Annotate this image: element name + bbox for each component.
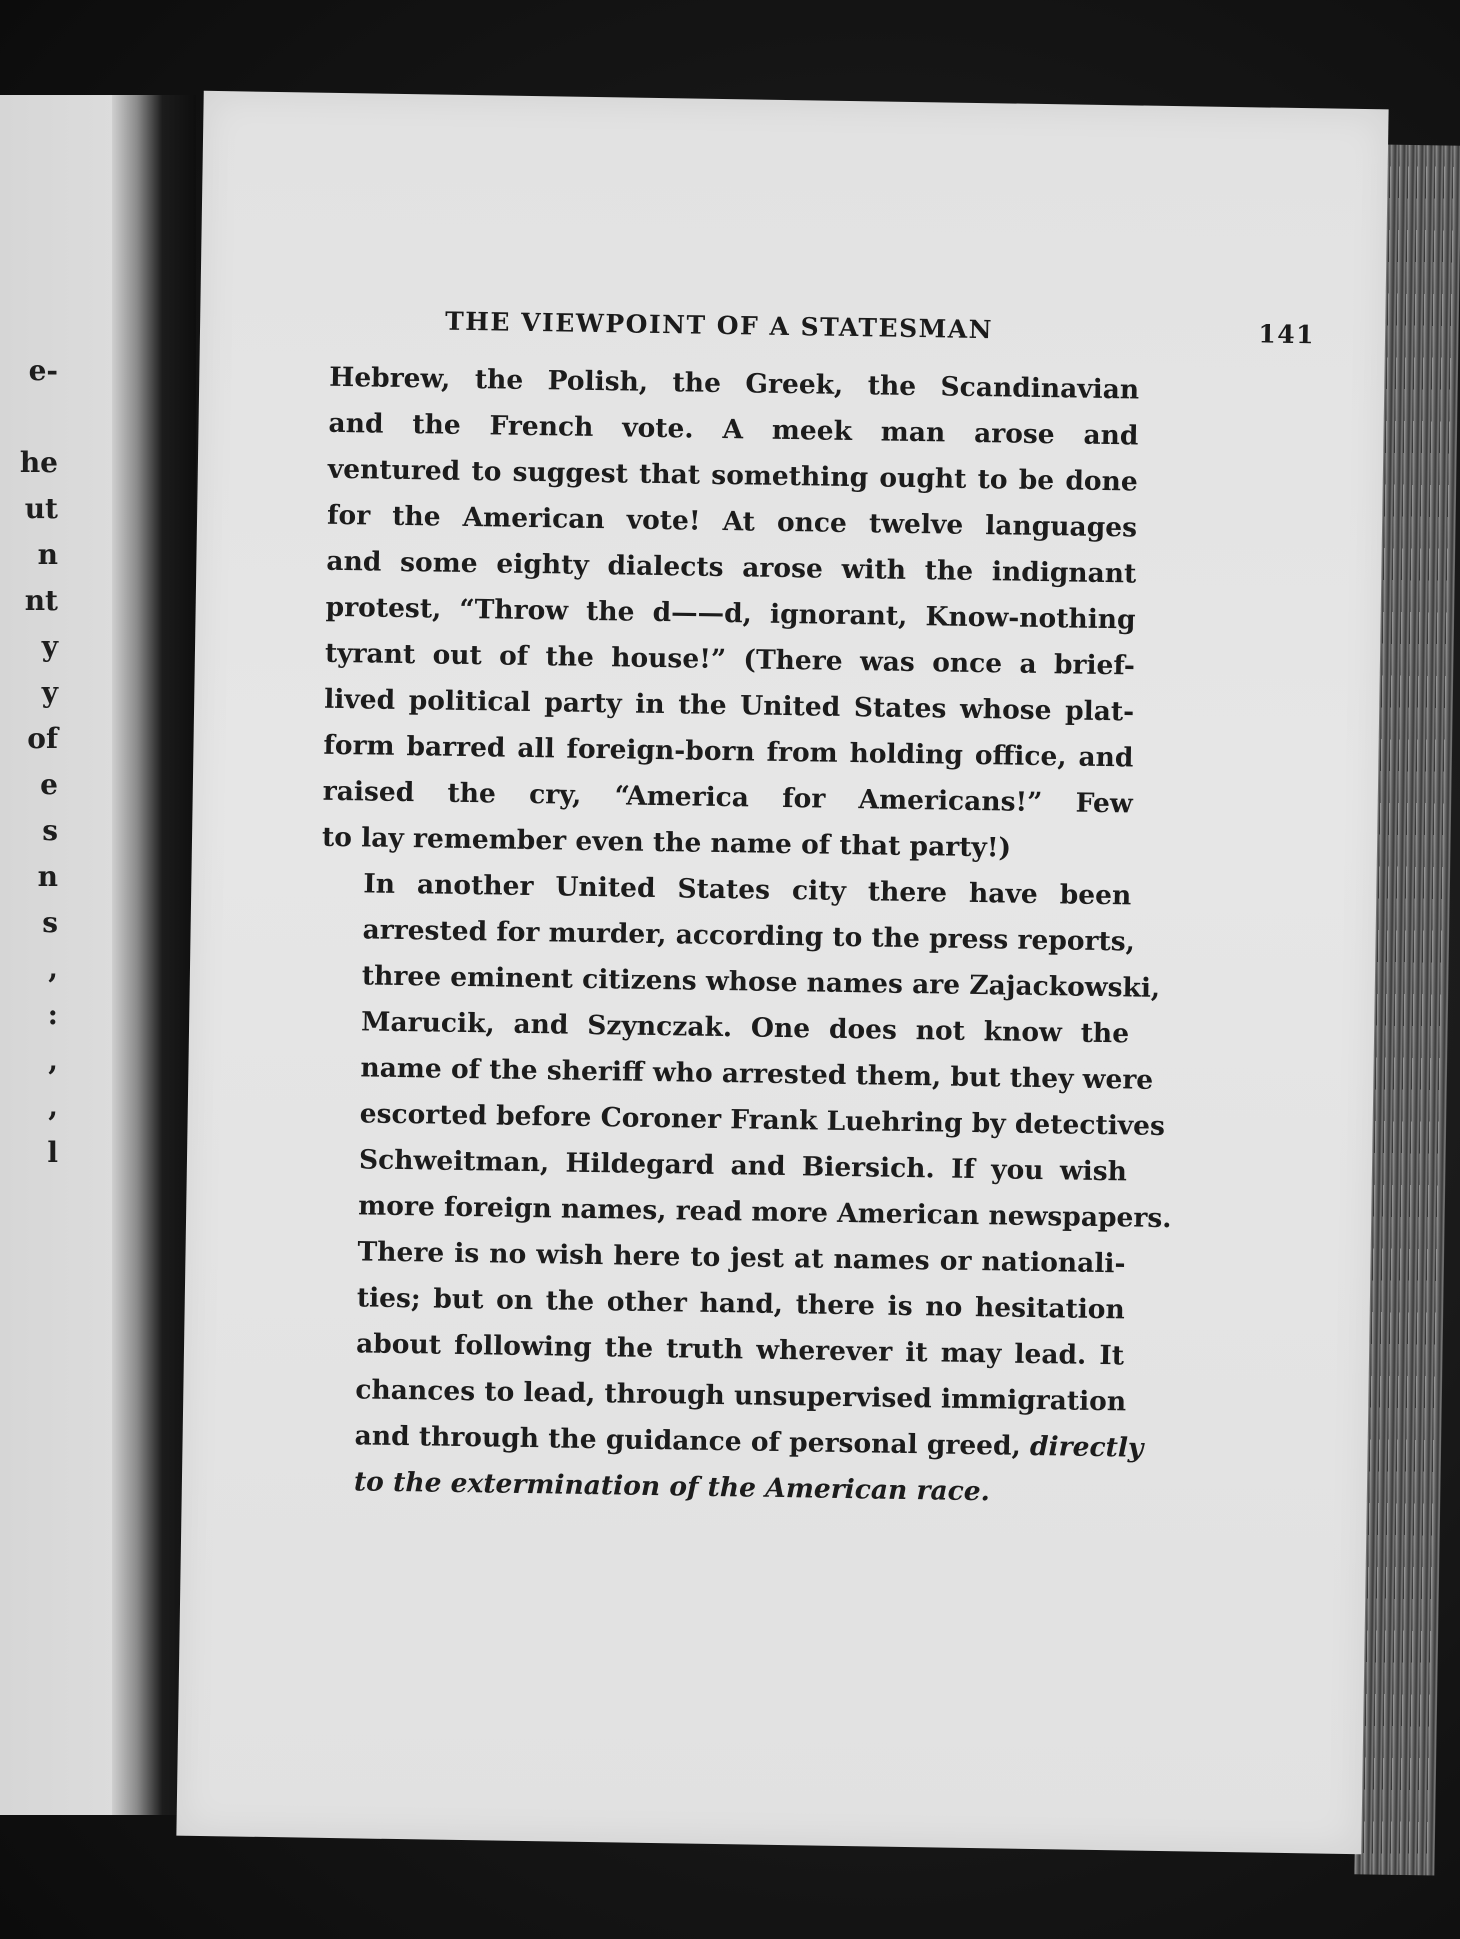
text-line: and some eighty dialects arose with the indignant: [326, 545, 1137, 590]
italic-text-line: to the extermination of the American race.: [353, 1466, 991, 1508]
text-line: and the French vote. A meek man arose and: [328, 407, 1139, 452]
left-page-fragment: y: [41, 676, 58, 709]
running-head-title: THE VIEWPOINT OF A STATESMAN: [444, 306, 994, 345]
left-page-fragment: s: [42, 906, 58, 939]
paragraph-3: [312, 1229, 1144, 1518]
left-page-fragment: [0, 394, 70, 440]
text-line: raised the cry, “America for Americans!” Few: [322, 775, 1133, 820]
left-page-fragment: of: [27, 722, 58, 755]
left-page-fragment: nt: [24, 584, 58, 617]
left-page-fragment: [0, 1222, 70, 1268]
left-page-fragment: ,: [48, 1090, 58, 1123]
left-page-fragment: s: [42, 814, 58, 847]
body-text: [312, 355, 1172, 1518]
left-page-fragment: y: [41, 630, 58, 663]
text-line: ventured to suggest that something ought to be done: [327, 453, 1138, 498]
left-page-fragment: n: [37, 538, 58, 571]
left-page-text-fragments: [0, 348, 70, 1268]
text-run: and through the guidance of personal greed,: [354, 1420, 1031, 1462]
left-page-fragment: he: [19, 446, 58, 479]
page-number: 141: [1258, 319, 1316, 350]
text-line: Schweitman, Hildegard and Biersich. If you wish: [358, 1144, 1128, 1188]
left-page-fragment: e-: [28, 354, 58, 387]
text-line: name of the sheriff who arrested them, but they were: [360, 1052, 1154, 1096]
text-line: arrested for murder, according to the press reports,: [362, 914, 1136, 958]
text-line: lived political party in the United States whose plat-: [323, 683, 1135, 728]
text-line: chances to lead, through unsupervised immigration: [355, 1374, 1127, 1418]
text-line: more foreign names, read more American newspapers.: [358, 1190, 1172, 1235]
text-line: form barred all foreign-born from holding office, and: [323, 729, 1134, 774]
paragraph-2: [316, 861, 1172, 1242]
left-page-fragment: n: [37, 860, 58, 893]
text-line: In another United States city there have been: [363, 868, 1132, 912]
left-page-fragment: ,: [48, 1044, 58, 1077]
left-page-fragment: l: [47, 1136, 58, 1169]
text-line: three eminent citizens whose names are Zajackowski,: [361, 960, 1161, 1004]
running-head: [444, 306, 1316, 350]
paragraph-1: [322, 355, 1140, 874]
text-line: There is no wish here to jest at names or nationali-: [357, 1236, 1126, 1280]
italic-text: directly: [1029, 1430, 1144, 1464]
left-page-fragment: ut: [24, 492, 58, 525]
left-page-fragment: ,: [48, 952, 58, 985]
text-line: ties; but on the other hand, there is no hesitation: [356, 1282, 1125, 1326]
text-line: to lay remember even the name of that party!): [321, 821, 1012, 864]
left-page-fragment: e: [40, 768, 58, 801]
text-line: about following the truth wherever it may lead. It: [355, 1328, 1125, 1372]
text-line: tyrant out of the house!” (There was once a brief-: [324, 637, 1136, 682]
text-line: Marucik, and Szynczak. One does not know the: [360, 1006, 1130, 1050]
text-line: Hebrew, the Polish, the Greek, the Scandinavian: [329, 361, 1140, 406]
text-line: escorted before Coroner Frank Luehring by detectives: [359, 1098, 1166, 1143]
book-page: [176, 91, 1388, 1854]
text-line: protest, “Throw the d——d, ignorant, Know-nothing: [325, 591, 1136, 636]
left-page-fragment: :: [47, 998, 58, 1031]
text-line: for the American vote! At once twelve languages: [326, 499, 1138, 544]
left-page-fragment: [0, 1176, 70, 1222]
